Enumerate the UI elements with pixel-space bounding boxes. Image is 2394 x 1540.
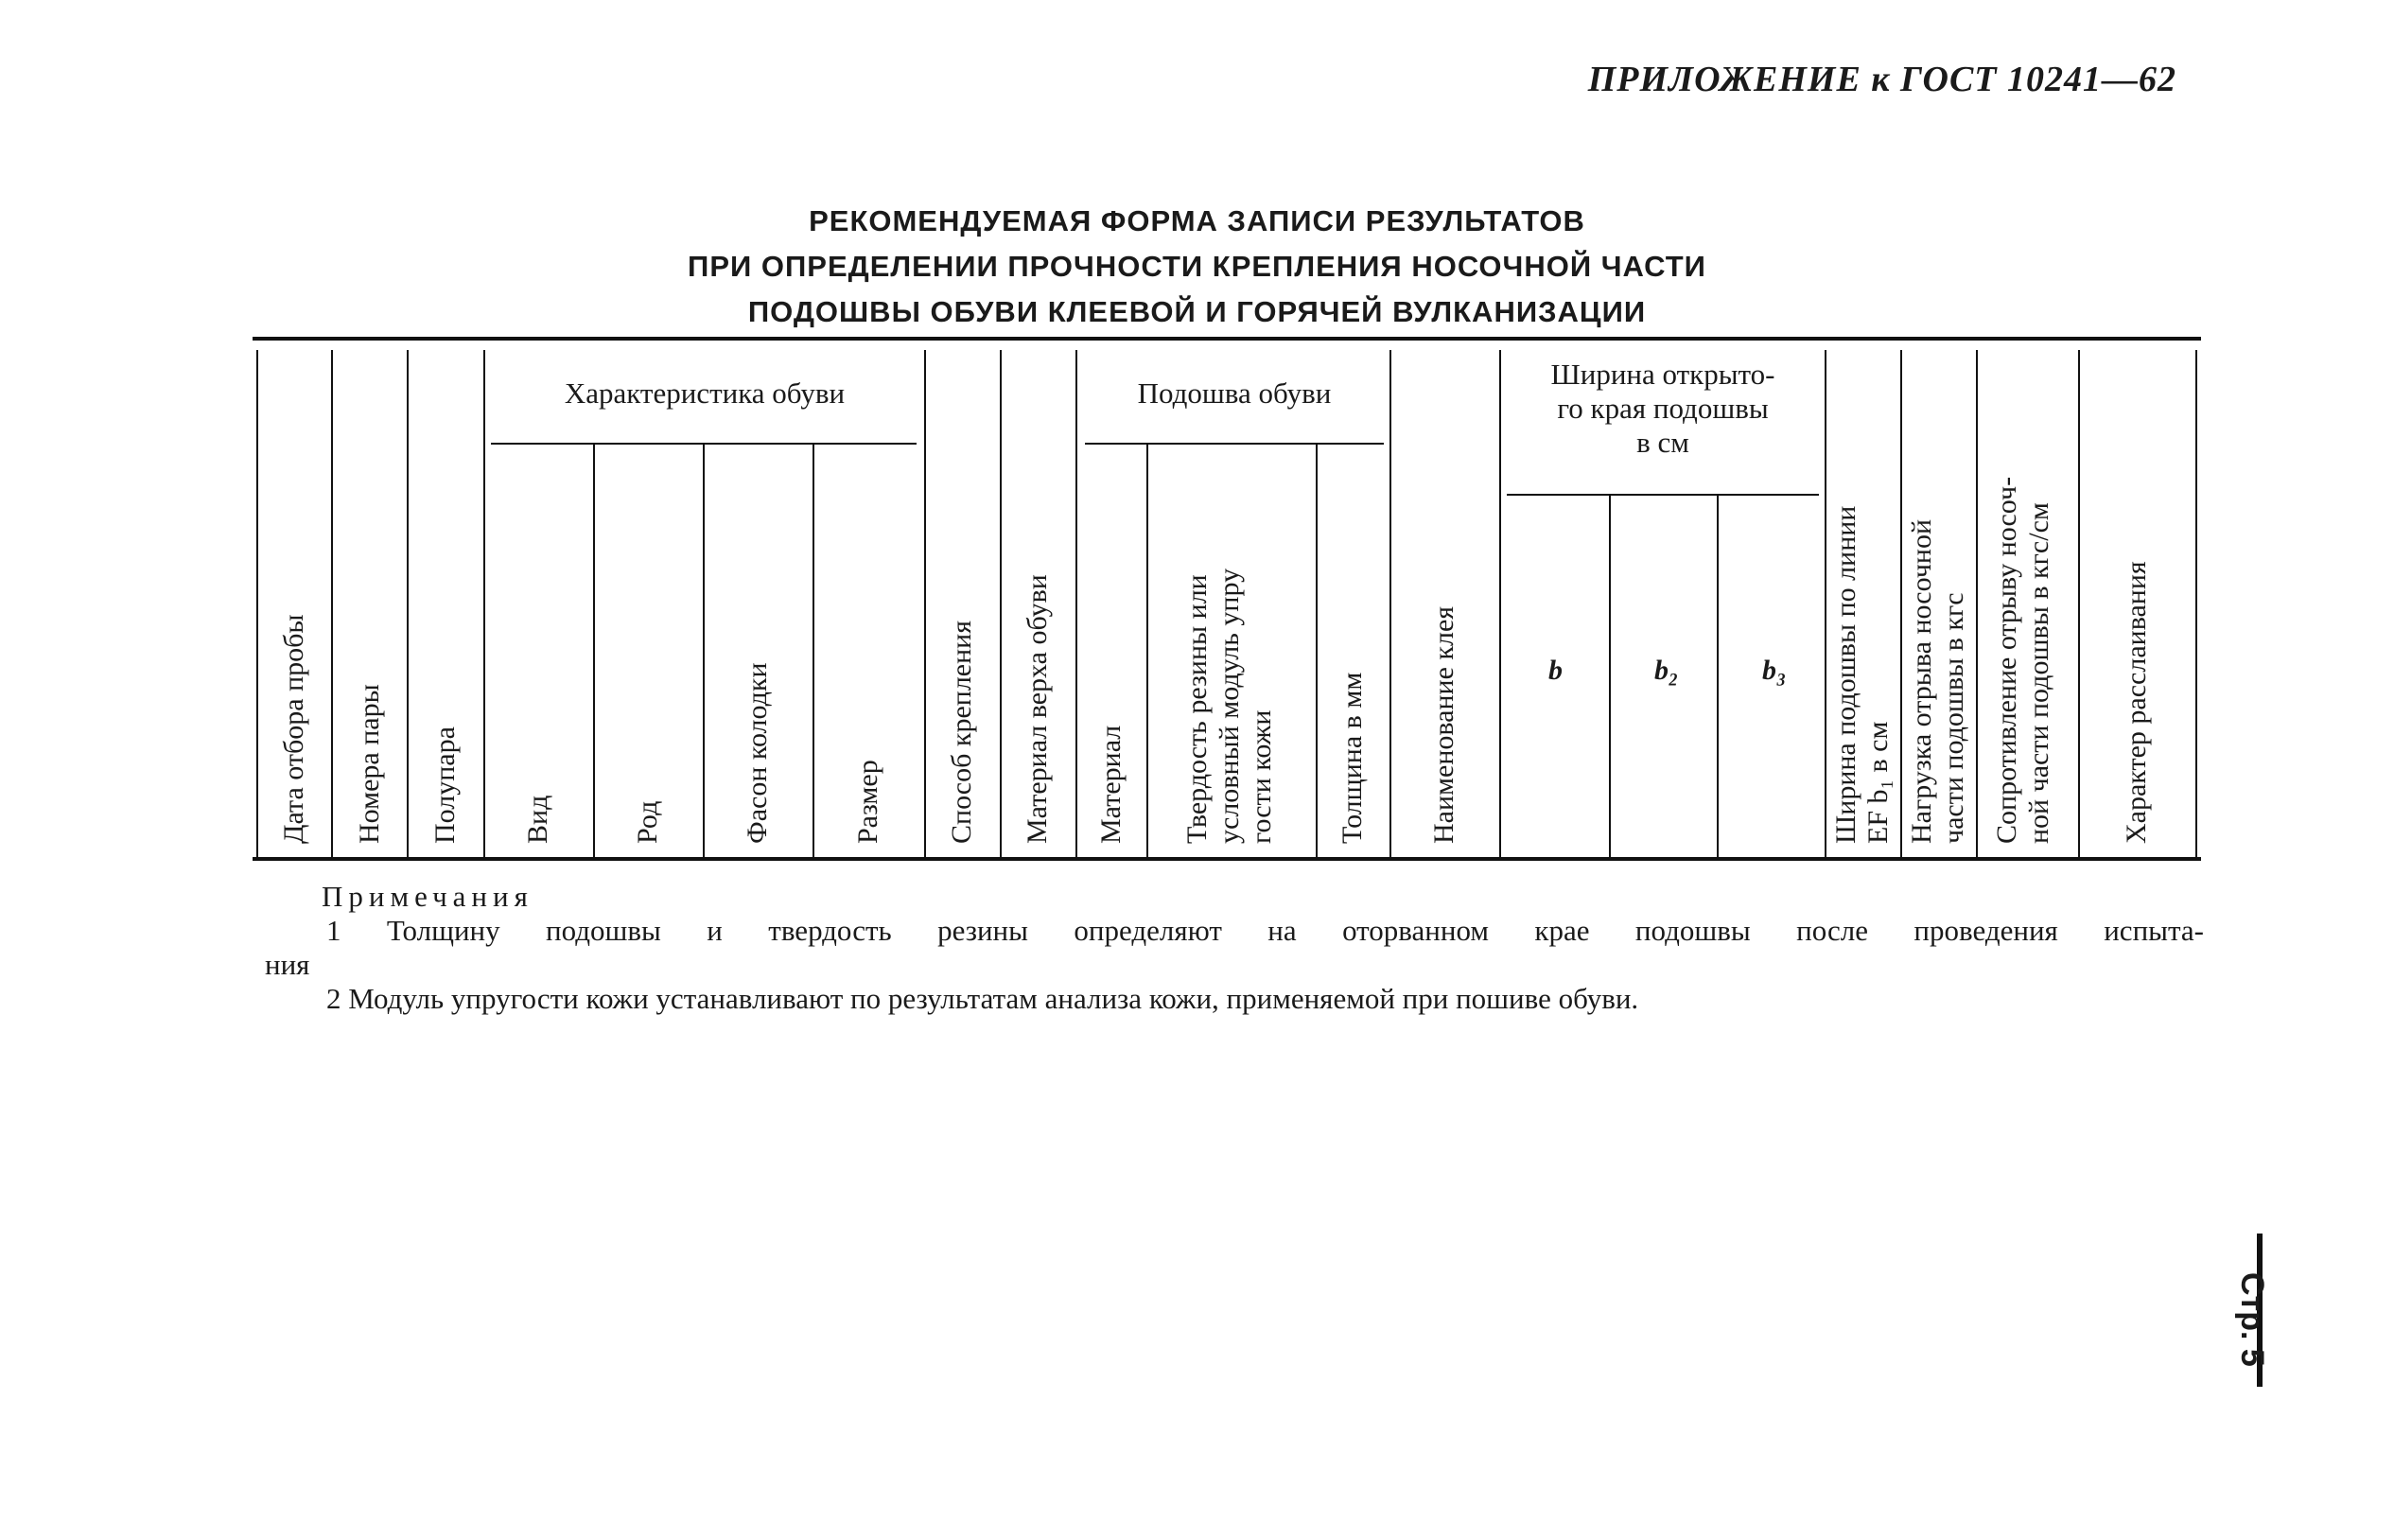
column-divider: [1825, 350, 1826, 857]
group-header-width-line-1: Ширина открыто-: [1550, 358, 1775, 391]
header-sole-width-line-1: Ширина подошвы по линии: [1830, 505, 1861, 844]
column-divider: [924, 350, 926, 857]
header-detachment-resistance-line-1: Сопротивление отрыву носоч-: [1991, 476, 2022, 844]
header-sole-width-line-2: EF b₁ в см: [1862, 721, 1894, 844]
group-underline: [1507, 494, 1819, 496]
column-divider: [2195, 350, 2197, 857]
column-divider: [593, 443, 595, 857]
form-title-line-3: ПОДОШВЫ ОБУВИ КЛЕЕВОЙ И ГОРЯЧЕЙ ВУЛКАНИЗАЦИИ: [747, 295, 1647, 328]
header-hardness-line-1: Твердость резины или: [1181, 574, 1213, 844]
page-number: Стр. 5: [2234, 1272, 2270, 1367]
header-detachment-resistance-line-2: ной части подошвы в кгс/см: [2023, 502, 2054, 844]
notes: [265, 880, 2204, 1016]
header-hardness-line-3: гости кожи: [1246, 709, 1277, 844]
header-size: Размер: [852, 760, 883, 844]
subheader-b3: b₃: [1762, 655, 1787, 686]
form-title-line-1: РЕКОМЕНДУЕМАЯ ФОРМА ЗАПИСИ РЕЗУЛЬТАТОВ: [809, 204, 1585, 237]
header-kind: Вид: [522, 795, 553, 844]
appendix-heading: ПРИЛОЖЕНИЕ к ГОСТ 10241—62: [1587, 60, 2176, 99]
form-title-line-2: ПРИ ОПРЕДЕЛЕНИИ ПРОЧНОСТИ КРЕПЛЕНИЯ НОСОЧНОЙ ЧАСТИ: [688, 250, 1706, 283]
header-hardness: [1181, 569, 1278, 844]
column-divider: [256, 350, 258, 857]
header-thickness: Толщина в мм: [1337, 672, 1368, 844]
note-1: 1 Толщину подошвы и твердость резины определяют на оторванном крае подошвы после проведения испыта-: [326, 914, 2204, 947]
header-sample-date: Дата отбора пробы: [278, 614, 309, 844]
header-detachment-load-line-2: части подошвы в кгс: [1938, 592, 1969, 844]
column-divider: [1976, 350, 1978, 857]
header-pair-numbers: Номера пары: [354, 684, 385, 844]
table-bottom-rule: [253, 857, 2201, 861]
column-divider: [1000, 350, 1002, 857]
column-divider: [331, 350, 333, 857]
header-last-style: Фасон колодки: [742, 662, 773, 844]
header-half-pair: Полупара: [429, 726, 461, 844]
column-divider: [1717, 494, 1719, 857]
subheader-b: b: [1548, 655, 1563, 686]
group-header-width-line-2: го края подошвы: [1557, 392, 1769, 425]
header-sole-material: Материал: [1095, 725, 1127, 844]
header-sole-width: [1830, 506, 1895, 844]
header-gender: Род: [632, 800, 663, 844]
column-divider: [483, 350, 485, 857]
group-header-width-line-3: в см: [1636, 426, 1689, 459]
header-fastening-method: Способ крепления: [946, 620, 977, 844]
group-underline: [1085, 443, 1384, 445]
column-divider: [1389, 350, 1391, 857]
header-delamination-character: Характер расслаивания: [2121, 561, 2152, 844]
table-top-rule: [253, 337, 2201, 341]
note-1-continuation: ния: [265, 948, 310, 981]
column-divider: [813, 443, 814, 857]
results-table: [253, 337, 2201, 863]
header-hardness-line-2: условный модуль упру: [1214, 568, 1245, 844]
column-divider: [1499, 350, 1501, 857]
group-header-sole: Подошва обуви: [1137, 376, 1332, 410]
group-underline: [491, 443, 917, 445]
column-divider: [1900, 350, 1902, 857]
column-divider: [1316, 443, 1318, 857]
group-header-shoe: Характеристика обуви: [564, 376, 846, 410]
column-divider: [2078, 350, 2080, 857]
notes-heading: Примечания: [322, 880, 533, 913]
group-header-width: [1503, 358, 1823, 460]
header-detachment-resistance: [1991, 477, 2055, 844]
header-glue-name: Наименование клея: [1428, 605, 1459, 844]
column-divider: [1609, 494, 1611, 857]
header-upper-material: Материал верха обуви: [1022, 574, 1053, 844]
note-2: 2 Модуль упругости кожи устанавливают по результатам анализа кожи, применяемой при пошиве обуви.: [326, 982, 1639, 1015]
form-title: [0, 199, 2394, 335]
header-detachment-load-line-1: Нагрузка отрыва носочной: [1906, 518, 1937, 844]
column-divider: [703, 443, 705, 857]
subheader-b2: b₂: [1654, 655, 1679, 686]
column-divider: [407, 350, 409, 857]
column-divider: [1075, 350, 1077, 857]
header-detachment-load: [1906, 519, 1970, 844]
column-divider: [1146, 443, 1148, 857]
